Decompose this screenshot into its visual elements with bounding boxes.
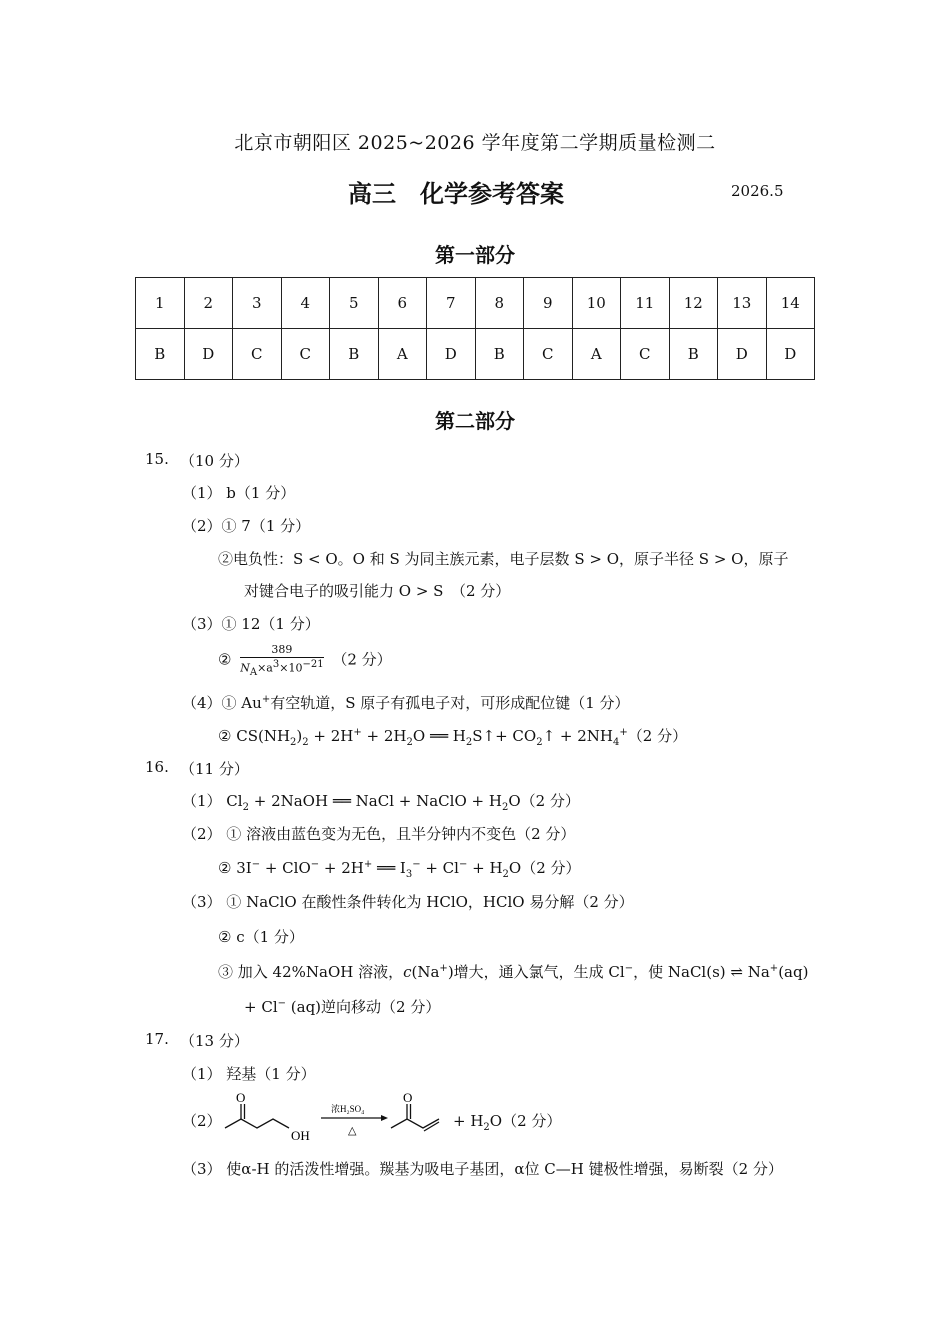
fraction-denominator: $N_A\times a^3\times 10^{-21}$ (240, 659, 324, 678)
product-oxygen-label: O (403, 1092, 413, 1105)
answer-table-answer-row (136, 329, 815, 380)
answer-cell: D (718, 329, 767, 380)
question-number: 14 (766, 278, 815, 329)
q17-line-1: （1） 羟基（1 分） (182, 1065, 316, 1083)
hydroxyl-label: OH (291, 1128, 310, 1143)
question-number: 2 (184, 278, 233, 329)
answer-cell: D (427, 329, 476, 380)
question-number: 7 (427, 278, 476, 329)
answer-cell: B (136, 329, 185, 380)
question-number: 11 (621, 278, 670, 329)
circled-number: ② (218, 650, 232, 669)
answer-cell: C (621, 329, 670, 380)
q15-score: （10 分） (180, 452, 249, 470)
question-number: 6 (378, 278, 427, 329)
answer-cell: D (766, 329, 815, 380)
answer-cell: C (281, 329, 330, 380)
q16-line-4: （3） ① NaClO 在酸性条件转化为 HClO，HClO 易分解（2 分） (182, 893, 634, 911)
reactant-structure (225, 1104, 289, 1128)
fraction-numerator: 389 (240, 643, 323, 658)
density-fraction (240, 643, 323, 678)
question-number: 1 (136, 278, 185, 329)
q16-number: 16. (145, 758, 169, 776)
q15-line-3: ②电负性：S < O。O 和 S 为同主族元素，电子层数 S > O，原子半径 S > O，原子 (218, 550, 789, 568)
q16-line-5: ② c（1 分） (218, 928, 304, 946)
question-number: 3 (233, 278, 282, 329)
q15-line-8: ② $CS(NH_2)_2 + 2H^+ + 2H_2O$ ══ $H_2S↑+$ $CO_2↑ + 2NH_4^+(2$ 分） (218, 727, 688, 748)
q16-score: （11 分） (180, 760, 249, 778)
question-number: 8 (475, 278, 524, 329)
q15-line-4: 对键合电子的吸引能力 O > S （2 分） (244, 582, 511, 600)
answer-table-number-row (136, 278, 815, 329)
q17-line-2-label: （2） (182, 1112, 222, 1130)
answer-cell: B (475, 329, 524, 380)
q15-line-1: （1） b（1 分） (182, 484, 296, 502)
q16-line-6: ③ 加入 42%NaOH 溶液，c(Na+)增大，通入氯气，生成 Cl−，使 NaCl(s) ⇌ Na+(aq) (218, 963, 809, 981)
q15-line-2: （2）① 7（1 分） (182, 517, 311, 535)
q17-line-3: （3） 使α-H 的活泼性增强。羰基为吸电子基团，α位 C—H 键极性增强，易断裂（2 分） (182, 1160, 783, 1178)
part2-heading: 第二部分 (435, 409, 515, 433)
answer-cell: D (184, 329, 233, 380)
question-number: 10 (572, 278, 621, 329)
answer-cell: A (378, 329, 427, 380)
question-number: 12 (669, 278, 718, 329)
reaction-arrowhead (381, 1115, 388, 1121)
answer-cell: B (669, 329, 718, 380)
document-title: 北京市朝阳区 2025~2026 学年度第二学期质量检测二 (234, 132, 716, 154)
heat-condition-label: △ (348, 1125, 357, 1137)
q15-line-5: （3）① 12（1 分） (182, 615, 320, 633)
reagent-label: 浓H₂SO₄ (331, 1104, 365, 1114)
q16-line-2: （2） ① 溶液由蓝色变为无色，且半分钟内不变色（2 分） (182, 825, 576, 843)
q15-line-6 (218, 643, 392, 678)
score-text: （2 分） (332, 650, 392, 669)
q15-line-7: （4）① Au+有空轨道，S 原子有孤电子对，可形成配位键（1 分） (182, 694, 630, 712)
q16-line-1: （1） $Cl_2$ + 2NaOH ══ NaCl + NaClO + $H_2O(2$ 分） (182, 792, 580, 813)
q17-number: 17. (145, 1030, 169, 1048)
answer-cell: B (330, 329, 379, 380)
answer-cell: C (524, 329, 573, 380)
answer-cell: A (572, 329, 621, 380)
document-date: 2026.5 (731, 182, 784, 200)
document-subtitle: 高三 化学参考答案 (348, 180, 564, 208)
answer-cell: C (233, 329, 282, 380)
q17-line-2-tail: + $H_2O(2$ 分） (453, 1112, 562, 1133)
q16-line-3: ② 3I− + ClO− + 2H+ ══ $I_3^- + Cl^- + H_2O(2$ 分） (218, 859, 581, 880)
answer-table (135, 277, 815, 380)
product-structure (391, 1104, 439, 1131)
question-number: 13 (718, 278, 767, 329)
q17-score: （13 分） (180, 1032, 249, 1050)
question-number: 9 (524, 278, 573, 329)
q15-number: 15. (145, 450, 169, 468)
q16-line-7: + Cl− (aq)逆向移动（2 分） (244, 998, 441, 1016)
part1-heading: 第一部分 (435, 243, 515, 267)
dehydration-reaction-diagram (215, 1092, 465, 1152)
reactant-oxygen-label: O (236, 1092, 246, 1105)
question-number: 4 (281, 278, 330, 329)
question-number: 5 (330, 278, 379, 329)
